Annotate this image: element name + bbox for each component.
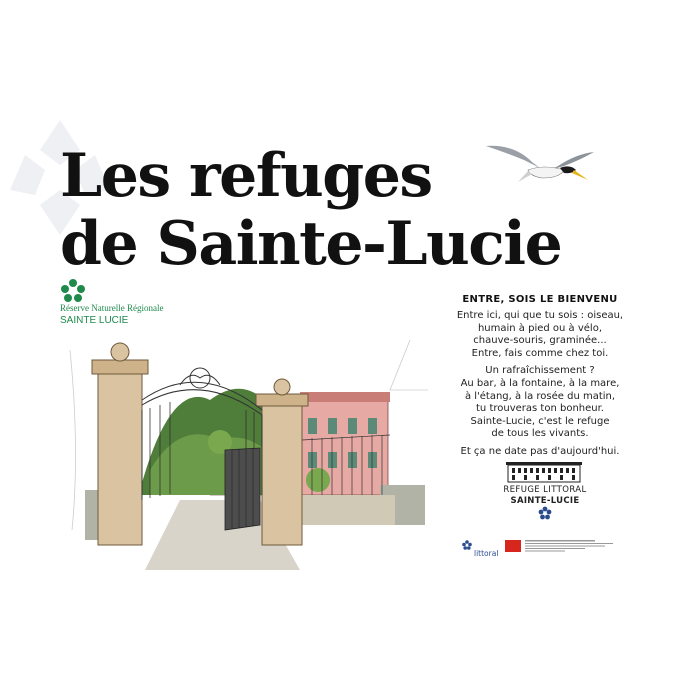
poem-line: Un rafraîchissement ? bbox=[485, 365, 595, 377]
refuge-building-icon bbox=[506, 462, 582, 484]
poem-line: Entre ici, qui que tu sois : oiseau, bbox=[456, 310, 624, 321]
welcome-poem bbox=[440, 310, 640, 464]
flower-icon bbox=[538, 506, 552, 520]
poem-line: humain à pied ou à vélo, bbox=[477, 322, 603, 334]
poem-line: Au bar, à la fontaine, à la mare, bbox=[460, 377, 620, 389]
poem-stanza-1 bbox=[440, 310, 640, 360]
reserve-subname: SAINTE LUCIE bbox=[60, 315, 129, 326]
poem-line: Et ça ne date pas d'aujourd'hui. bbox=[460, 445, 620, 457]
flower-emblem-icon bbox=[60, 278, 86, 304]
poem-line: à l'étang, à la rosée du matin, bbox=[464, 390, 616, 402]
poem-line: Sainte-Lucie, c'est le refuge bbox=[470, 415, 610, 427]
poem-line: chauve-souris, graminée... bbox=[473, 335, 607, 347]
poster-title-line1: Les refuges bbox=[60, 141, 432, 211]
reserve-name: Réserve Naturelle Régionale bbox=[60, 303, 164, 313]
refuge-place: SAINTE-LUCIE bbox=[510, 496, 580, 506]
poem-line: Entre, fais comme chez toi. bbox=[471, 347, 609, 359]
poem-line: tu trouveras ton bonheur. bbox=[476, 403, 604, 415]
poster-title-line2: de Sainte-Lucie bbox=[60, 209, 562, 279]
region-logo bbox=[505, 540, 521, 552]
poem-line: de tous les vivants. bbox=[491, 428, 589, 440]
poem-stanza-3 bbox=[440, 446, 640, 459]
poem-stanza-2 bbox=[440, 365, 640, 441]
refuge-name: REFUGE LITTORAL bbox=[503, 485, 587, 495]
fine-print bbox=[525, 539, 615, 553]
conservatoire-flower-icon bbox=[462, 540, 472, 550]
gate-illustration bbox=[50, 330, 430, 570]
partner-littoral-label: littoral bbox=[474, 549, 499, 558]
tern-bird-icon bbox=[484, 140, 596, 192]
welcome-heading: ENTRE, SOIS LE BIENVENU bbox=[462, 294, 618, 305]
